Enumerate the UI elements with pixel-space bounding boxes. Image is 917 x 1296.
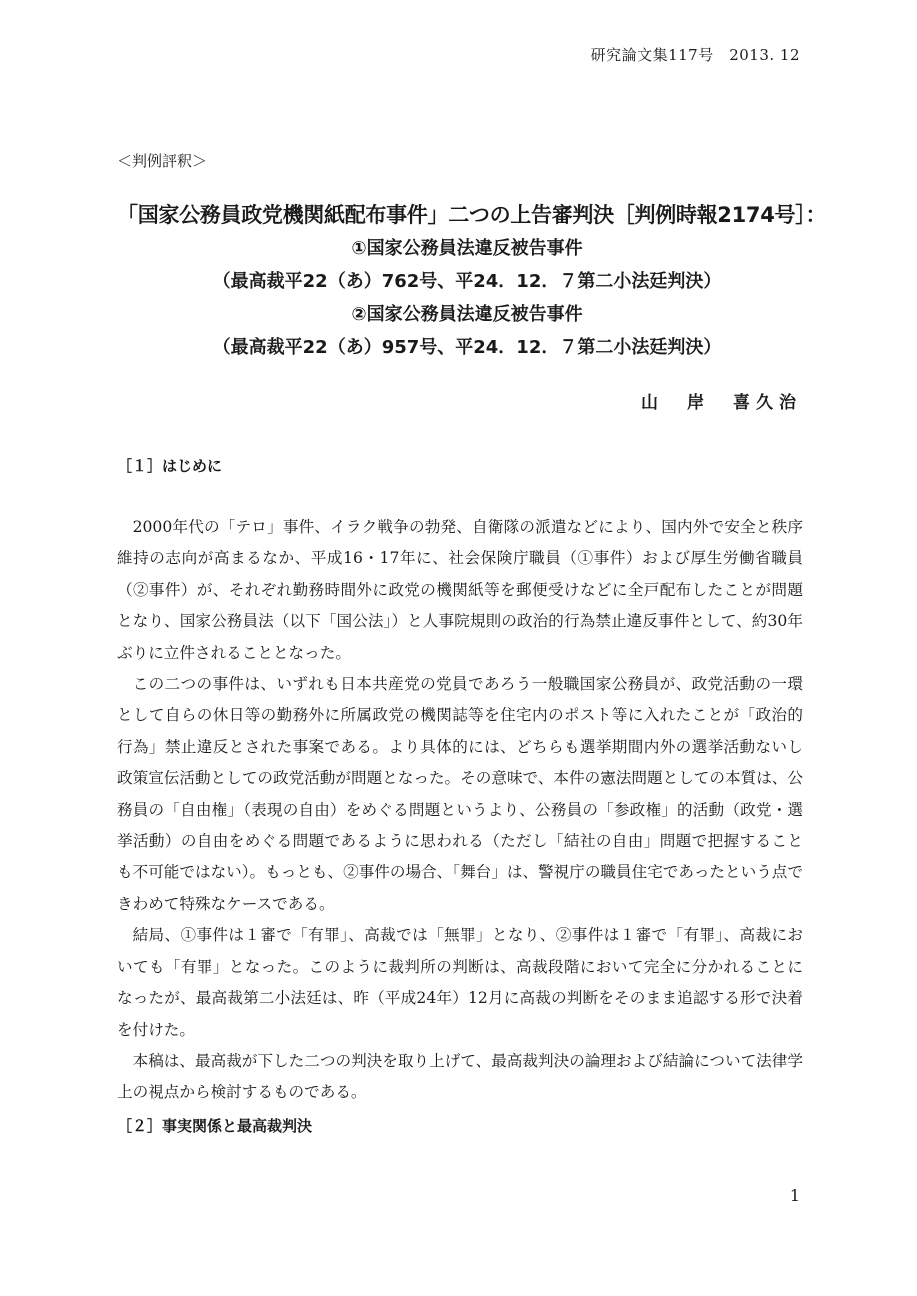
page-number: 1 <box>789 1186 800 1205</box>
paragraph: 2000年代の「テロ」事件、イラク戦争の勃発、自衛隊の派遣などにより、国内外で安全と秩序維持の志向が高まるなか、平成16・17年に、社会保険庁職員（①事件）および厚生労働省職員（②事件）が、それぞれ勤務時間外に政党の機関紙等を郵便受けなどに全戸配布したことが問題となり、国家公務員法（以下「国公法」）と人事院規則の政治的行為禁止違反事件として、約30年ぶりに立件されることとなった。 <box>117 518 803 662</box>
case2-reference: （最高裁平22（あ）957号、平24．12．７第二小法廷判決） <box>212 337 722 358</box>
journal-header: 研究論文集117号 2013. 12 <box>590 46 800 64</box>
section-heading-introduction: ［１］はじめに <box>117 457 223 475</box>
paragraph: この二つの事件は、いずれも日本共産党の党員であろう一般職国家公務員が、政党活動の一環として自らの休日等の勤務外に所属政党の機関誌等を住宅内のポスト等に入れたことが「政治的行為」禁止違反とされた事案である。より具体的には、どちらも選挙期間内外の選挙活動ないし政策宣伝活動としての政党活動が問題となった。その意味で、本件の憲法問題としての本質は、公務員の「自由権」（表現の自由）をめぐる問題というより、公務員の「参政権」的活動（政党・選挙活動）の自由をめぐる問題であるように思われる（ただし「結社の自由」問題で把握することも不可能ではない）。もっとも、②事件の場合、「舞台」は、警視庁の職員住宅であったという点できわめて特殊なケースである。 <box>117 675 803 913</box>
case1-name: ①国家公務員法違反被告事件 <box>351 238 583 259</box>
author-name: 山 岸 喜久治 <box>641 393 802 413</box>
paragraph: 本稿は、最高裁が下した二つの判決を取り上げて、最高裁判決の論理および結論について法律学上の視点から検討するものである。 <box>117 1051 803 1102</box>
article-category: ＜判例評釈＞ <box>117 152 208 170</box>
body-text <box>117 512 803 1109</box>
section-heading-facts: ［２］事実関係と最高裁判決 <box>117 1117 313 1135</box>
paragraph: 結局、①事件は１審で「有罪」、高裁では「無罪」となり、②事件は１審で「有罪」、高裁においても「有罪」となった。このように裁判所の判断は、高裁段階において完全に分かれることになったが、最高裁第二小法廷は、昨（平成24年）12月に高裁の判断をそのまま追認する形で決着を付けた。 <box>117 926 803 1039</box>
article-title-block <box>117 198 827 364</box>
case1-reference: （最高裁平22（あ）762号、平24．12．７第二小法廷判決） <box>212 271 722 292</box>
case2-name: ②国家公務員法違反被告事件 <box>351 304 583 325</box>
article-title: 「国家公務員政党機関紙配布事件」二つの上告審判決［判例時報2174号］： <box>117 203 827 227</box>
